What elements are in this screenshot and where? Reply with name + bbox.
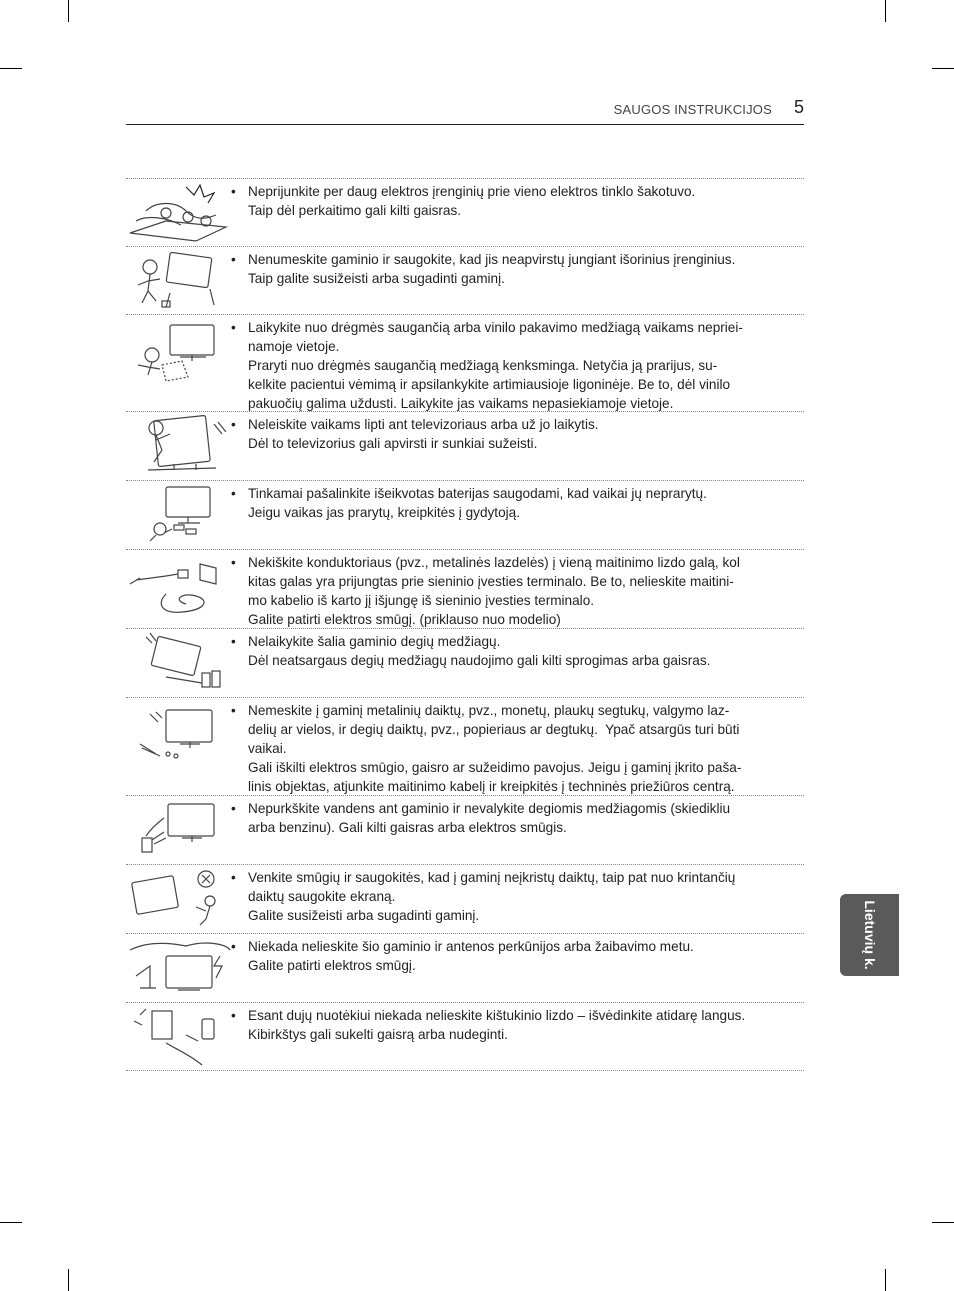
bullet: • xyxy=(231,486,236,501)
metal-objects-tv-icon xyxy=(126,704,234,766)
language-tab-label: Lietuvių k. xyxy=(861,900,878,970)
crop-mark xyxy=(932,1222,954,1223)
battery-child-icon xyxy=(126,483,234,545)
bullet: • xyxy=(231,320,236,335)
item-line: Kibirkštys gali sukelti gaisrą arba nudeginti. xyxy=(248,1027,508,1042)
item-line: kelkite pacientui vėmimą ir apsilankykite artimiausioje ligoninėje. Be to, dėl vinilo xyxy=(248,377,731,392)
crop-mark xyxy=(0,1222,22,1223)
bullet: • xyxy=(231,870,236,885)
list-item xyxy=(126,481,804,550)
item-line: Nemeskite į gaminį metalinių daiktų, pvz., monetų, plaukų segtukų, valgymo laz- xyxy=(248,703,730,718)
bullet: • xyxy=(231,184,236,199)
gas-leak-plug-icon xyxy=(126,1005,234,1067)
list-item xyxy=(126,315,804,412)
page-number: 5 xyxy=(793,97,804,117)
item-line: Neprijunkite per daug elektros įrenginių prie vieno elektros tinklo šakotuvo. xyxy=(248,184,696,199)
crop-mark xyxy=(932,68,954,69)
tv-fall-child-icon xyxy=(126,249,234,311)
list-item xyxy=(126,796,804,865)
item-line: Galite patirti elektros smūgį. (priklauso nuo modelio) xyxy=(248,612,561,627)
item-line: daiktų saugokite ekraną. xyxy=(248,889,396,904)
list-item xyxy=(126,179,804,247)
bullet: • xyxy=(231,252,236,267)
list-item xyxy=(126,934,804,1003)
item-line: Venkite smūgių ir saugokitės, kad į gaminį neįkristų daiktų, taip pat nuo krintančių xyxy=(248,870,736,885)
crop-mark xyxy=(0,68,22,69)
item-line: Taip dėl perkaitimo gali kilti gaisras. xyxy=(248,203,462,218)
crop-mark xyxy=(68,1269,69,1291)
list-item xyxy=(126,550,804,629)
bullet: • xyxy=(231,703,236,718)
item-line: Tinkamai pašalinkite išeikvotas baterijas saugodami, kad vaikai jų neprarytų. xyxy=(248,486,707,501)
bullet: • xyxy=(231,801,236,816)
item-line: Dėl to televizorius gali apvirsti ir sunkiai sužeisti. xyxy=(248,436,538,451)
item-line: Dėl neatsargaus degių medžiagų naudojimo gali kilti sprogimas arba gaisras. xyxy=(248,653,711,668)
item-line: Neleiskite vaikams lipti ant televizoriaus arba už jo laikytis. xyxy=(248,417,599,432)
language-tab xyxy=(840,894,899,976)
item-line: Taip galite susižeisti arba sugadinti gaminį. xyxy=(248,271,505,286)
item-line: Jeigu vaikas jas prarytų, kreipkitės į gydytoją. xyxy=(248,505,520,520)
item-line: Gali iškilti elektros smūgio, gaisro ar sužeidimo pavojus. Jeigu į gaminį įkrito paša- xyxy=(248,760,742,775)
item-line: delių ar vielos, ir degių daiktų, pvz., popieriaus ar degtukų. Ypač atsargūs turi būti xyxy=(248,722,740,737)
power-cord-metal-icon xyxy=(126,554,234,616)
crop-mark xyxy=(68,0,69,22)
item-line: pakuočių galima uždusti. Laikykite jas vaikams nepasiekiamoje vietoje. xyxy=(248,396,674,411)
packaging-child-icon xyxy=(126,321,234,383)
item-line: vaikai. xyxy=(248,741,287,756)
safety-instructions-list xyxy=(126,178,804,1071)
item-line: kitas galas yra prijungtas prie sieninio įvesties terminalo. Be to, nelieskite maitini- xyxy=(248,574,734,589)
spray-water-tv-icon xyxy=(126,798,234,860)
item-line: arba benzinu). Gali kilti gaisras arba elektros smūgis. xyxy=(248,820,567,835)
list-item xyxy=(126,865,804,934)
crop-mark xyxy=(885,0,886,22)
bullet: • xyxy=(231,1008,236,1023)
list-item xyxy=(126,247,804,315)
crop-mark xyxy=(885,1269,886,1291)
lightning-antenna-icon xyxy=(126,936,234,998)
item-line: linis objektas, atjunkite maitinimo kabelį ir kreipkitės į techninės priežiūros centrą. xyxy=(248,779,735,794)
item-line: Niekada nelieskite šio gaminio ir antenos perkūnijos arba žaibavimo metu. xyxy=(248,939,694,954)
item-line: Laikykite nuo drėgmės saugančią arba vinilo pakavimo medžiagą vaikams nepriei- xyxy=(248,320,743,335)
bullet: • xyxy=(231,555,236,570)
child-climbing-tv-icon xyxy=(126,414,234,476)
list-item xyxy=(126,412,804,481)
item-line: Esant dujų nuotėkiui niekada nelieskite kištukinio lizdo – išvėdinkite atidarę langus. xyxy=(248,1008,746,1023)
item-line: Nepurkškite vandens ant gaminio ir nevalykite degiomis medžiagomis (skiedikliu xyxy=(248,801,731,816)
list-item xyxy=(126,698,804,796)
item-line: Galite susižeisti arba sugadinti gaminį. xyxy=(248,908,480,923)
ball-impact-tv-icon xyxy=(126,867,234,929)
bullet: • xyxy=(231,634,236,649)
bullet: • xyxy=(231,417,236,432)
flammable-materials-icon xyxy=(126,631,234,693)
list-item xyxy=(126,1003,804,1071)
page-header xyxy=(126,96,804,125)
overloaded-socket-icon xyxy=(126,181,234,243)
bullet: • xyxy=(231,939,236,954)
item-line: Nenumeskite gaminio ir saugokite, kad jis neapvirstų jungiant išorinius įrenginius. xyxy=(248,252,736,267)
item-line: Nelaikykite šalia gaminio degių medžiagų. xyxy=(248,634,501,649)
item-line: namoje vietoje. xyxy=(248,339,340,354)
item-line: mo kabelio iš karto jį išjungę iš sieninio įvesties terminalo. xyxy=(248,593,595,608)
section-title: SAUGOS INSTRUKCIJOS xyxy=(613,102,772,117)
item-line: Nekiškite konduktoriaus (pvz., metalinės lazdelės) į vieną maitinimo lizdo galą, kol xyxy=(248,555,740,570)
list-item xyxy=(126,629,804,698)
item-line: Praryti nuo drėgmės saugančią medžiagą kenksminga. Netyčia ją prarijus, su- xyxy=(248,358,718,373)
item-line: Galite patirti elektros smūgį. xyxy=(248,958,416,973)
